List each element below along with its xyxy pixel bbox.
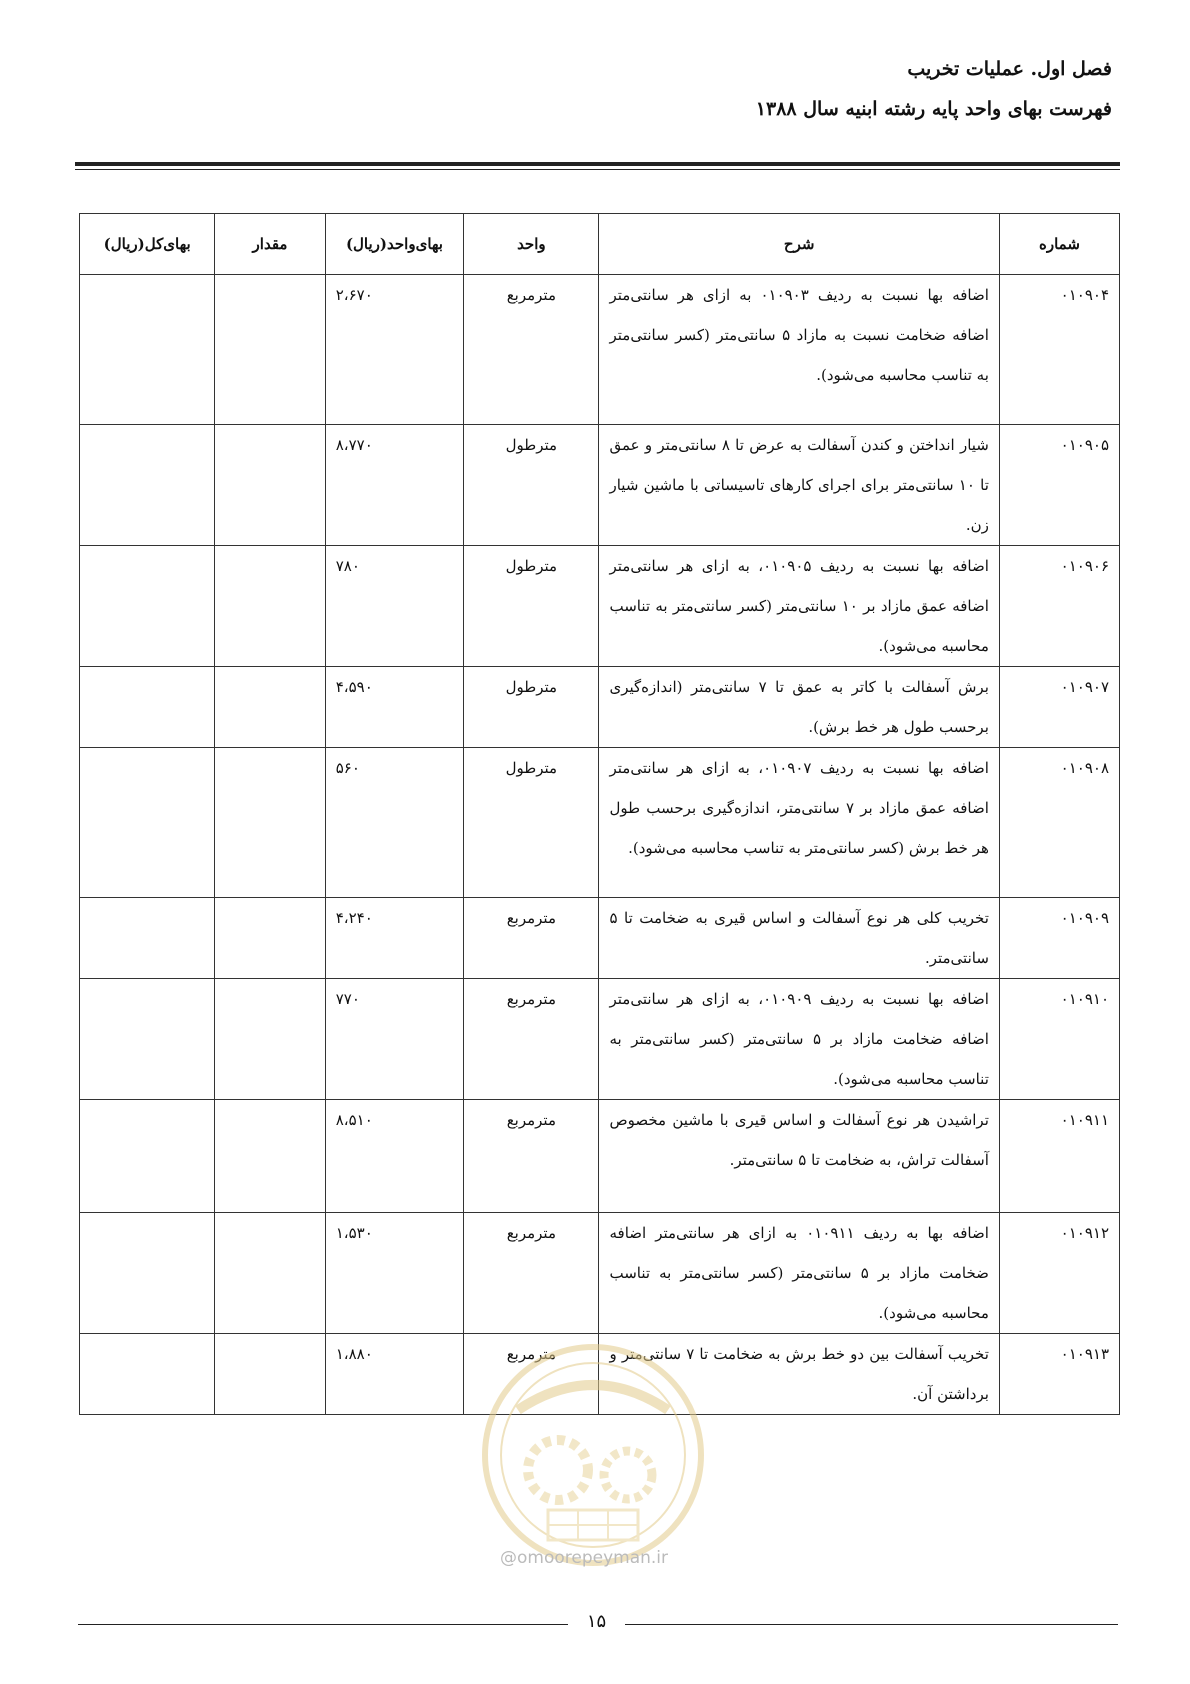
row-quantity (215, 979, 325, 1100)
row-description: اضافه بها نسبت به ردیف ۰۱۰۹۰۷، به ازای هر سانتی‌متر اضافه عمق مازاد بر ۷ سانتی‌متر، اندازه‌گیری برحسب طول هر خط برش (کسر سانتی‌متر به تناسب محاسبه می‌شود). (599, 748, 999, 898)
row-description: تراشیدن هر نوع آسفالت و اساس قیری با ماشین مخصوص آسفالت تراش، به ضخامت تا ۵ سانتی‌متر. (599, 1100, 999, 1213)
table-row (80, 1334, 1120, 1415)
row-unit: مترطول (464, 748, 599, 898)
table-row (80, 1100, 1120, 1213)
column-header-description: شرح (599, 214, 999, 275)
row-unit-price: ۷۸۰ (325, 546, 464, 667)
table-header-row (80, 214, 1120, 275)
column-header-number: شماره (999, 214, 1119, 275)
column-header-total-price: بهای‌کل(ریال) (80, 214, 215, 275)
row-quantity (215, 546, 325, 667)
row-unit-price: ۲،۶۷۰ (325, 275, 464, 425)
row-number: ۰۱۰۹۰۸ (999, 748, 1119, 898)
page-number: ۱۵ (586, 1611, 607, 1632)
table-row (80, 748, 1120, 898)
row-total-price (80, 1213, 215, 1334)
page-header (756, 58, 1112, 120)
row-unit-price: ۴،۲۴۰ (325, 898, 464, 979)
row-unit: مترمربع (464, 1334, 599, 1415)
row-total-price (80, 425, 215, 546)
table-row (80, 546, 1120, 667)
header-rule-thick (75, 162, 1120, 166)
row-total-price (80, 748, 215, 898)
row-number: ۰۱۰۹۰۴ (999, 275, 1119, 425)
table-row (80, 1213, 1120, 1334)
row-number: ۰۱۰۹۰۵ (999, 425, 1119, 546)
row-quantity (215, 1213, 325, 1334)
row-description: اضافه بها به ردیف ۰۱۰۹۱۱ به ازای هر سانتی‌متر اضافه ضخامت مازاد بر ۵ سانتی‌متر (کسر سانتی‌متر به تناسب محاسبه می‌شود). (599, 1213, 999, 1334)
row-unit-price: ۵۶۰ (325, 748, 464, 898)
row-description: تخریب آسفالت بین دو خط برش به ضخامت تا ۷ سانتی‌متر و برداشتن آن. (599, 1334, 999, 1415)
row-unit-price: ۴،۵۹۰ (325, 667, 464, 748)
row-quantity (215, 667, 325, 748)
column-header-unit: واحد (464, 214, 599, 275)
row-unit: مترمربع (464, 979, 599, 1100)
row-description: اضافه بها نسبت به ردیف ۰۱۰۹۰۵، به ازای هر سانتی‌متر اضافه عمق مازاد بر ۱۰ سانتی‌متر (کسر سانتی‌متر به تناسب محاسبه می‌شود). (599, 546, 999, 667)
row-number: ۰۱۰۹۰۶ (999, 546, 1119, 667)
row-total-price (80, 1100, 215, 1213)
table-row (80, 425, 1120, 546)
footer-rule-right (625, 1624, 1118, 1625)
row-quantity (215, 1100, 325, 1213)
price-table (79, 213, 1120, 1415)
row-total-price (80, 275, 215, 425)
row-description: شیار انداختن و کندن آسفالت به عرض تا ۸ سانتی‌متر و عمق تا ۱۰ سانتی‌متر برای اجرای کارهای تاسیساتی با ماشین شیار زن. (599, 425, 999, 546)
column-header-unit-price: بهای‌واحد(ریال) (325, 214, 464, 275)
row-number: ۰۱۰۹۰۷ (999, 667, 1119, 748)
row-unit: مترطول (464, 546, 599, 667)
row-total-price (80, 898, 215, 979)
chapter-title: فصل اول. عملیات تخریب (907, 58, 1112, 80)
row-total-price (80, 546, 215, 667)
row-number: ۰۱۰۹۱۲ (999, 1213, 1119, 1334)
row-number: ۰۱۰۹۱۳ (999, 1334, 1119, 1415)
column-header-quantity: مقدار (215, 214, 325, 275)
header-rule-thin (75, 169, 1120, 170)
row-unit: مترمربع (464, 898, 599, 979)
row-description: اضافه بها نسبت به ردیف ۰۱۰۹۰۳ به ازای هر سانتی‌متر اضافه ضخامت نسبت به مازاد ۵ سانتی‌متر (کسر سانتی‌متر به تناسب محاسبه می‌شود). (599, 275, 999, 425)
row-description: برش آسفالت با کاتر به عمق تا ۷ سانتی‌متر (اندازه‌گیری برحسب طول هر خط برش). (599, 667, 999, 748)
watermark-site-text: @omoorepeyman.ir (500, 1548, 669, 1568)
row-total-price (80, 979, 215, 1100)
row-unit: مترطول (464, 667, 599, 748)
row-total-price (80, 1334, 215, 1415)
table-row (80, 898, 1120, 979)
row-unit-price: ۸،۵۱۰ (325, 1100, 464, 1213)
table-row (80, 275, 1120, 425)
row-unit-price: ۸،۷۷۰ (325, 425, 464, 546)
document-subtitle: فهرست بهای واحد پایه رشته ابنیه سال ۱۳۸۸ (755, 98, 1112, 120)
row-description: تخریب کلی هر نوع آسفالت و اساس قیری به ضخامت تا ۵ سانتی‌متر. (599, 898, 999, 979)
table-row (80, 667, 1120, 748)
row-unit: مترطول (464, 425, 599, 546)
row-unit-price: ۷۷۰ (325, 979, 464, 1100)
row-unit: مترمربع (464, 1213, 599, 1334)
footer-rule-left (78, 1624, 568, 1625)
row-quantity (215, 1334, 325, 1415)
row-quantity (215, 425, 325, 546)
row-quantity (215, 275, 325, 425)
row-quantity (215, 748, 325, 898)
row-description: اضافه بها نسبت به ردیف ۰۱۰۹۰۹، به ازای هر سانتی‌متر اضافه ضخامت مازاد بر ۵ سانتی‌متر (کسر سانتی‌متر به تناسب محاسبه می‌شود). (599, 979, 999, 1100)
row-unit-price: ۱،۸۸۰ (325, 1334, 464, 1415)
row-unit: مترمربع (464, 1100, 599, 1213)
row-unit: مترمربع (464, 275, 599, 425)
row-number: ۰۱۰۹۱۱ (999, 1100, 1119, 1213)
table-row (80, 979, 1120, 1100)
row-number: ۰۱۰۹۱۰ (999, 979, 1119, 1100)
row-quantity (215, 898, 325, 979)
row-number: ۰۱۰۹۰۹ (999, 898, 1119, 979)
row-total-price (80, 667, 215, 748)
row-unit-price: ۱،۵۳۰ (325, 1213, 464, 1334)
